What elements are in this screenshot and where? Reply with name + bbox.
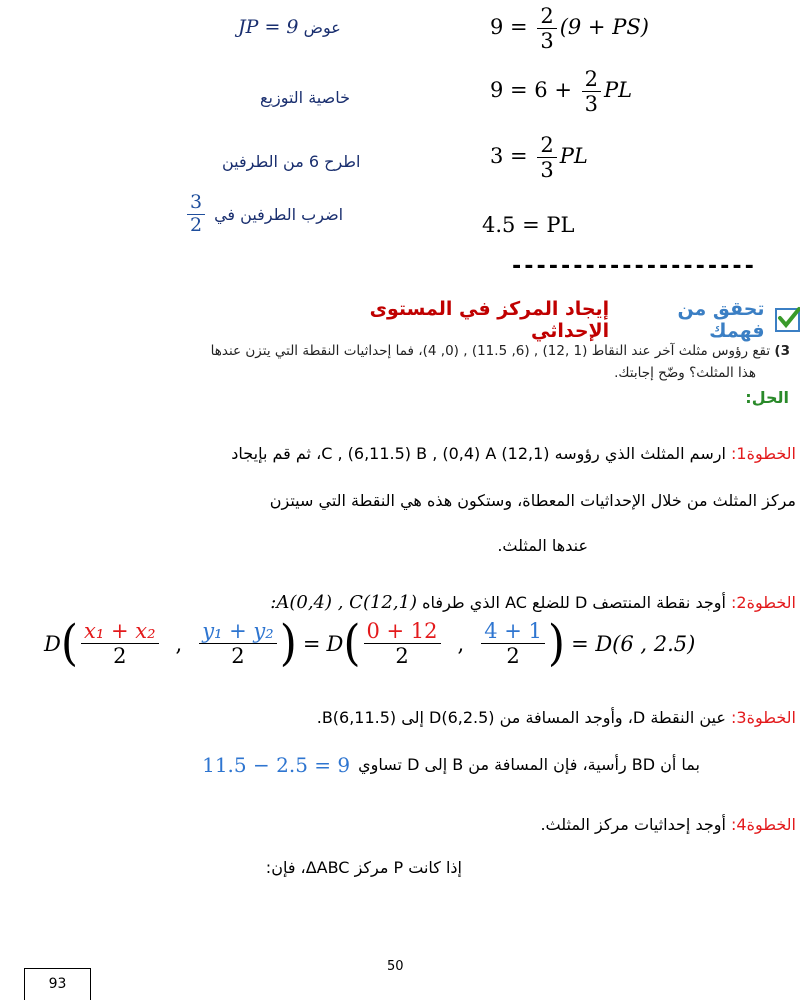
- page-counter-box: 93: [24, 968, 91, 1000]
- checkbox-icon: [775, 308, 800, 332]
- check-understanding-header: [293, 298, 800, 342]
- step1-label: الخطوة1:: [731, 444, 796, 463]
- step4-label: الخطوة4:: [731, 815, 796, 834]
- equation-row-4: 4.5 = PL: [482, 213, 575, 237]
- page-number: 50: [387, 959, 404, 974]
- question-line-2: هذا المثلث؟ وضّح إجابتك.: [614, 365, 756, 381]
- equation-row-1: 9 = $\frac{2}{3}$ (9 + PS): [490, 4, 649, 54]
- section-title: إيجاد المركز في المستوى الإحداثي: [369, 298, 610, 342]
- step3-line-1: الخطوة3: عين النقطة D، وأوجد المسافة من D(6,2.5) إلى B(6,11.5).: [316, 708, 796, 727]
- question-line-1: 3) تقع رؤوس مثلث آخر عند النقاط (1 ,12) , (6, 11.5) , (0, 4)، فما إحداثيات النقطة التي يتزن عندها: [210, 343, 790, 359]
- step-label-substitute: عوض JP = 9: [238, 16, 341, 38]
- step3-line-2: بما أن BD رأسية، فإن المسافة من B إلى D تساوي 11.5 − 2.5 = 9: [202, 753, 700, 777]
- step4-line-1: الخطوة4: أوجد إحداثيات مركز المثلث.: [540, 815, 796, 834]
- step4-line-2: إذا كانت P مركز ΔABC، فإن:: [265, 858, 462, 877]
- separator-line: --------------------: [510, 254, 755, 279]
- solution-label: الحل:: [745, 388, 789, 407]
- step-label-subtract: اطرح 6 من الطرفين: [222, 152, 361, 171]
- step1-line-3: عندها المثلث.: [497, 536, 588, 555]
- midpoint-formula: D ( $\frac{\text{x₁ + x₂}}{2}$ , $\frac{\text{y₁ + y₂}}{2}$ ) = D ( $\frac{0 + 12}{2}$ , $\frac{4 + 1}{2}$ ) = D(6 , 2.5): [44, 615, 696, 672]
- step-label-distributive: خاصية التوزيع: [260, 88, 350, 107]
- multiplier-fraction: $\frac{3}{2}$: [187, 192, 205, 237]
- equation-row-3: 3 = $\frac{2}{3}$ PL: [490, 133, 588, 183]
- step2-label: الخطوة2:: [731, 593, 796, 612]
- step3-label: الخطوة3:: [731, 708, 796, 727]
- step-label-multiply: $\frac{3}{2}$ اضرب الطرفين في: [184, 192, 343, 237]
- step2-line: الخطوة2: أوجد نقطة المنتصف D للضلع AC الذي طرفاه :A(0,4) , C(12,1): [270, 592, 796, 613]
- step1-line-1: الخطوة1: ارسم المثلث الذي رؤوسه (12,1) C , (6,11.5) B , (0,4) A، ثم قم بإيجاد: [231, 444, 796, 463]
- equation-row-2: 9 = 6 + $\frac{2}{3}$ PL: [490, 67, 633, 117]
- step1-line-2: مركز المثلث من خلال الإحداثيات المعطاة، وستكون هذه هي النقطة التي سيتزن: [269, 491, 796, 510]
- check-tag: تحقق من فهمك: [677, 298, 765, 342]
